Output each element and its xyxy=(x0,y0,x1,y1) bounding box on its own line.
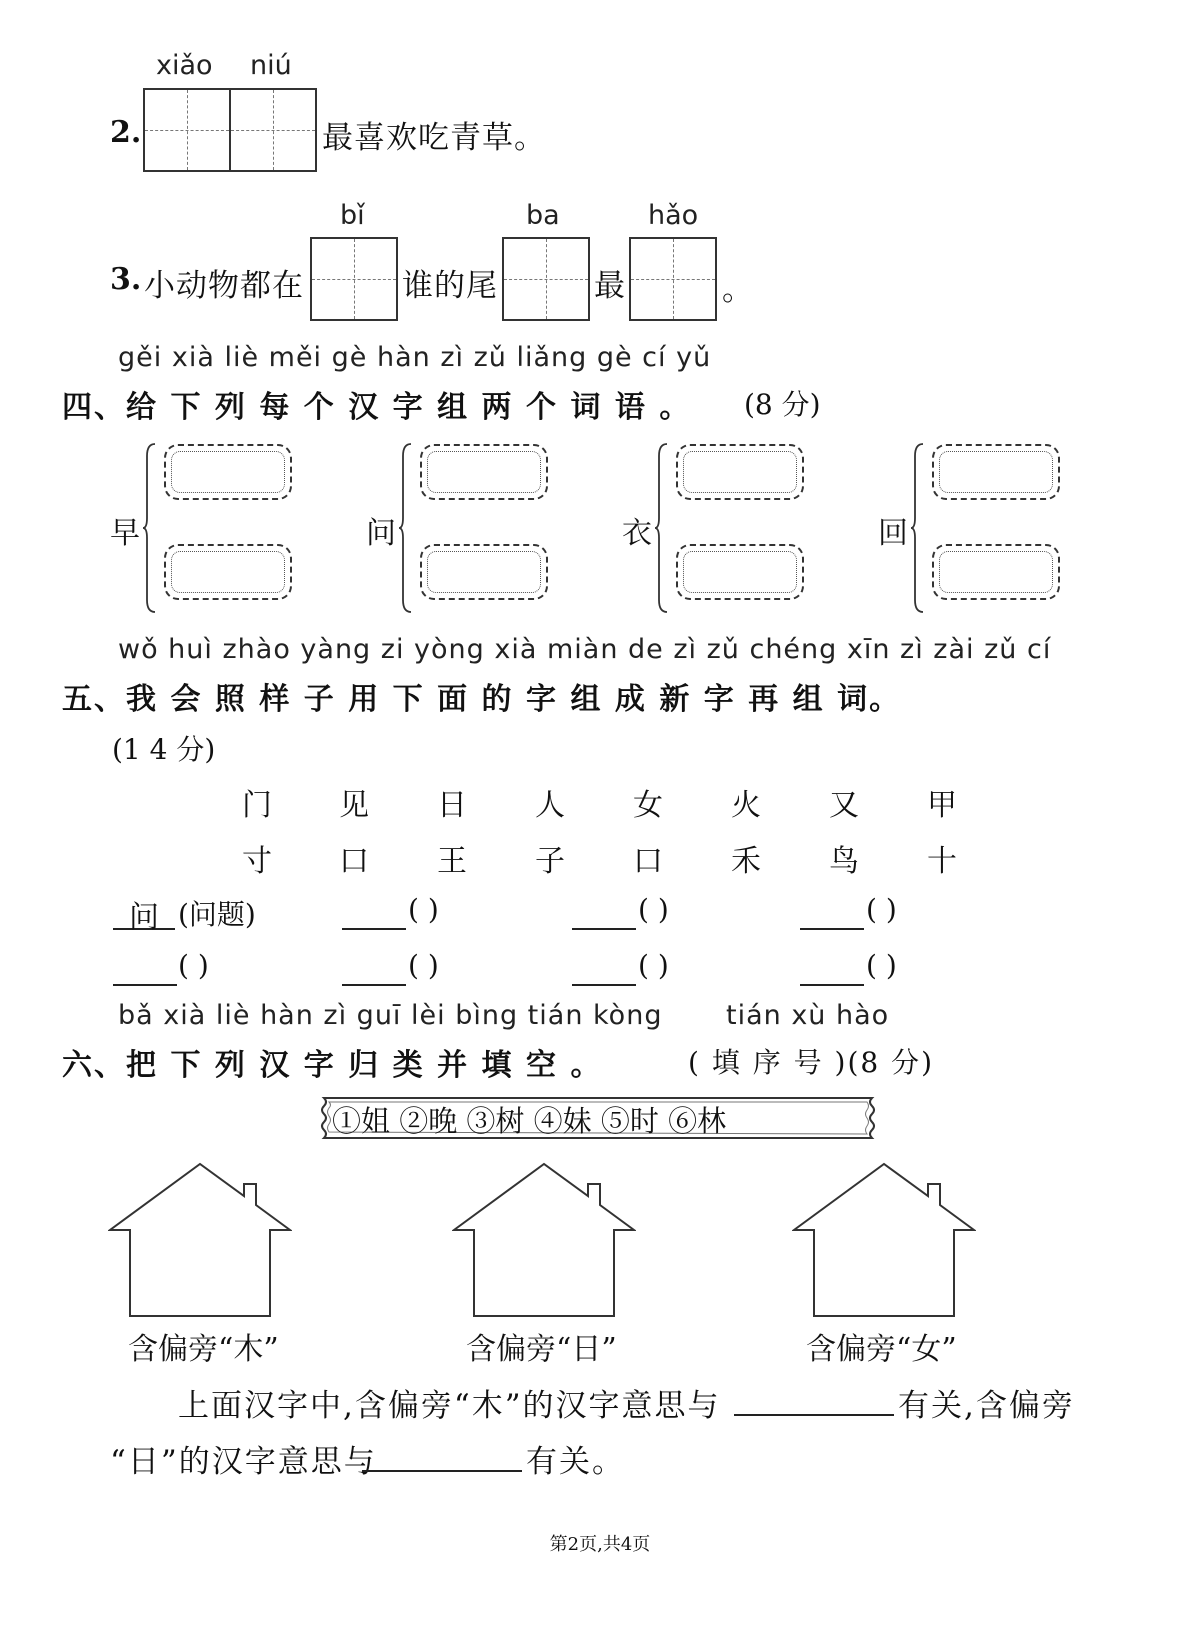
section4-word-box-1b[interactable] xyxy=(164,544,292,600)
section5-row1-char-4: 人 xyxy=(535,788,565,823)
section5-row1-char-5: 女 xyxy=(633,788,663,823)
section5-row1-char-6: 火 xyxy=(731,788,761,823)
q3-pinyin-3: hǎo xyxy=(648,200,699,231)
q3-part-2: 谁的尾 xyxy=(402,268,498,304)
brace-icon xyxy=(910,442,924,614)
section5-row2-char-5: 口 xyxy=(633,844,663,879)
section4-word-box-3a[interactable] xyxy=(676,444,804,500)
section6-para1-b: 有关,含偏旁 xyxy=(898,1388,1075,1424)
section4-word-box-3b[interactable] xyxy=(676,544,804,600)
section6-para2-b: 有关。 xyxy=(526,1444,625,1480)
section5-row2-char-4: 子 xyxy=(535,844,565,879)
section6-para2-a: “日”的汉字意思与 xyxy=(110,1444,377,1480)
q3-pinyin-2: ba xyxy=(526,200,560,231)
section5-row2-char-8: 十 xyxy=(927,844,957,879)
house-label-3: 含偏旁“女” xyxy=(806,1332,957,1367)
section4-char-2: 问 xyxy=(366,516,396,551)
section5-row1-char-1: 门 xyxy=(242,788,272,823)
section5-answer-blank-5[interactable] xyxy=(113,948,177,986)
section5-answer-blank-4[interactable] xyxy=(800,892,864,930)
q3-part-4: 。 xyxy=(722,272,754,308)
section5-score: (1 4 分) xyxy=(112,733,216,766)
section6-pinyin-1: bǎ xià liè hàn zì guī lèi bìng tián kòng xyxy=(118,1000,663,1031)
section6-para-blank-2[interactable] xyxy=(362,1436,522,1472)
section5-example-char: 问 xyxy=(129,900,159,935)
house-icon[interactable] xyxy=(452,1160,636,1318)
section5-row1-char-2: 见 xyxy=(339,788,369,823)
section4-char-3: 衣 xyxy=(622,516,652,551)
section4-char-1: 早 xyxy=(110,516,140,551)
section5-row1-char-3: 日 xyxy=(437,788,467,823)
section6-title: 六、把 下 列 汉 字 归 类 并 填 空 。 xyxy=(62,1048,603,1083)
q3-tian-box-2[interactable] xyxy=(502,237,590,321)
section4-word-box-4a[interactable] xyxy=(932,444,1060,500)
section5-answer-paren-5[interactable]: ( ) xyxy=(178,949,209,982)
section4-word-box-2b[interactable] xyxy=(420,544,548,600)
brace-icon xyxy=(142,442,156,614)
section4-word-box-4b[interactable] xyxy=(932,544,1060,600)
section5-answer-paren-3[interactable]: ( ) xyxy=(638,893,669,926)
section5-answer-paren-4[interactable]: ( ) xyxy=(866,893,897,926)
q2-number: 2. xyxy=(110,115,142,150)
section5-row2-char-6: 禾 xyxy=(731,844,761,879)
section5-row1-char-8: 甲 xyxy=(927,788,957,823)
house-icon[interactable] xyxy=(792,1160,976,1318)
brace-icon xyxy=(654,442,668,614)
section5-answer-blank-3[interactable] xyxy=(572,892,636,930)
house-label-2: 含偏旁“日” xyxy=(466,1332,617,1367)
q2-tian-box-2[interactable] xyxy=(229,88,317,172)
q2-text: 最喜欢吃青草。 xyxy=(322,120,546,156)
q2-tian-box-1[interactable] xyxy=(143,88,231,172)
section5-example-word: (问题) xyxy=(178,898,256,931)
section5-row2-char-7: 鸟 xyxy=(829,844,859,879)
section4-word-box-2a[interactable] xyxy=(420,444,548,500)
section4-char-4: 回 xyxy=(878,516,908,551)
q3-part-3: 最 xyxy=(594,268,626,304)
section5-row2-char-1: 寸 xyxy=(242,844,272,879)
section6-pinyin-2: tián xù hào xyxy=(726,1000,890,1031)
q2-pinyin-1: xiǎo xyxy=(156,50,213,81)
section5-answer-blank-7[interactable] xyxy=(572,948,636,986)
section4-word-box-1a[interactable] xyxy=(164,444,292,500)
q3-number: 3. xyxy=(110,262,142,297)
section5-title: 五、我 会 照 样 子 用 下 面 的 字 组 成 新 字 再 组 词。 xyxy=(62,682,902,717)
house-icon[interactable] xyxy=(108,1160,292,1318)
section6-options: ①姐 ②晚 ③树 ④妹 ⑤时 ⑥林 xyxy=(332,1104,727,1138)
section4-title: 四、给 下 列 每 个 汉 字 组 两 个 词 语 。 xyxy=(62,390,692,425)
section5-answer-blank-6[interactable] xyxy=(342,948,406,986)
page-footer: 第2页,共4页 xyxy=(549,1534,651,1555)
section5-answer-blank-8[interactable] xyxy=(800,948,864,986)
section6-title-extra: ( 填 序 号 )(8 分) xyxy=(688,1046,935,1079)
section5-answer-blank-2[interactable] xyxy=(342,892,406,930)
section5-answer-paren-7[interactable]: ( ) xyxy=(638,949,669,982)
section5-pinyin: wǒ huì zhào yàng zi yòng xià miàn de zì zǔ chéng xīn zì zài zǔ cí xyxy=(118,634,1052,665)
section4-pinyin: gěi xià liè měi gè hàn zì zǔ liǎng gè cí yǔ xyxy=(118,342,712,373)
section5-answer-paren-2[interactable]: ( ) xyxy=(408,893,439,926)
q3-tian-box-1[interactable] xyxy=(310,237,398,321)
q3-pinyin-1: bǐ xyxy=(340,200,365,231)
section5-row1-char-7: 又 xyxy=(829,788,859,823)
q3-part-1: 小动物都在 xyxy=(144,268,304,304)
section4-score: (8 分) xyxy=(744,388,821,421)
section5-answer-paren-6[interactable]: ( ) xyxy=(408,949,439,982)
house-label-1: 含偏旁“木” xyxy=(128,1332,279,1367)
section5-answer-paren-8[interactable]: ( ) xyxy=(866,949,897,982)
section5-row2-char-3: 王 xyxy=(437,844,467,879)
q3-tian-box-3[interactable] xyxy=(629,237,717,321)
section6-para1-a: 上面汉字中,含偏旁“木”的汉字意思与 xyxy=(178,1388,721,1424)
section6-para-blank-1[interactable] xyxy=(734,1380,894,1416)
section5-row2-char-2: 口 xyxy=(339,844,369,879)
brace-icon xyxy=(398,442,412,614)
q2-pinyin-2: niú xyxy=(250,50,292,81)
